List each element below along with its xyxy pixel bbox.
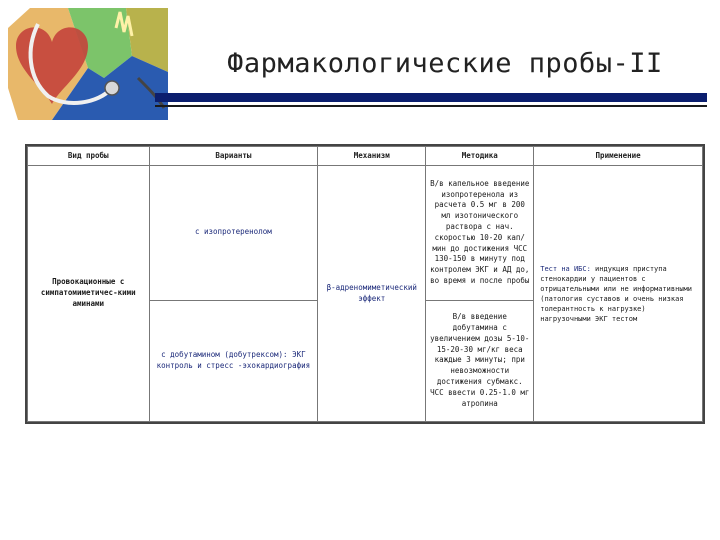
cell-method-isoproterenol: В/в капельное введение изопротеренола из расчета 0.5 мг в 200 мл изотонического раствора с нач. скоростью 10-20 кап/мин до достижения ЧСС 130-150 в минуту под контролем ЭКГ и АД до, во время и после пробы: [426, 166, 534, 301]
cell-test-type: Провокационные с симпатомиметичес-кими аминами: [28, 166, 150, 422]
cell-mechanism: β-адреномиметический эффект: [318, 166, 426, 422]
cell-application: [534, 166, 703, 422]
header-method: Методика: [426, 147, 534, 166]
cell-method-dobutamine: В/в введение добутамина с увеличением дозы 5-10-15-20-30 мг/кг веса каждые 3 минуты; при невозможности достижения субмакс. ЧСС ввести 0.25-1.0 мг атропина: [426, 300, 534, 421]
heart-stethoscope-logo: [8, 8, 168, 120]
application-prefix: Тест на ИБС:: [540, 264, 591, 273]
header-application: Применение: [534, 147, 703, 166]
pharmacological-tests-table: [25, 144, 705, 424]
header-type: Вид пробы: [28, 147, 150, 166]
title-rule-thin: [155, 105, 707, 107]
table-row: [28, 166, 703, 301]
title-rule: [155, 93, 707, 102]
table-header-row: [28, 147, 703, 166]
page-title: Фармакологические пробы-II: [227, 48, 663, 79]
application-text: индукция приступа стенокардии у пациентов с отрицательными или не информативными (патология суставов и очень низкая толерантность к нагрузке) нагрузочными ЭКГ тестом: [540, 264, 692, 323]
header-variants: Варианты: [149, 147, 318, 166]
cell-variant-isoproterenol: с изопротеренолом: [149, 166, 318, 301]
header-mechanism: Механизм: [318, 147, 426, 166]
cell-variant-dobutamine: с добутамином (добутрексом): ЭКГ контроль и стресс -эхокардиография: [149, 300, 318, 421]
